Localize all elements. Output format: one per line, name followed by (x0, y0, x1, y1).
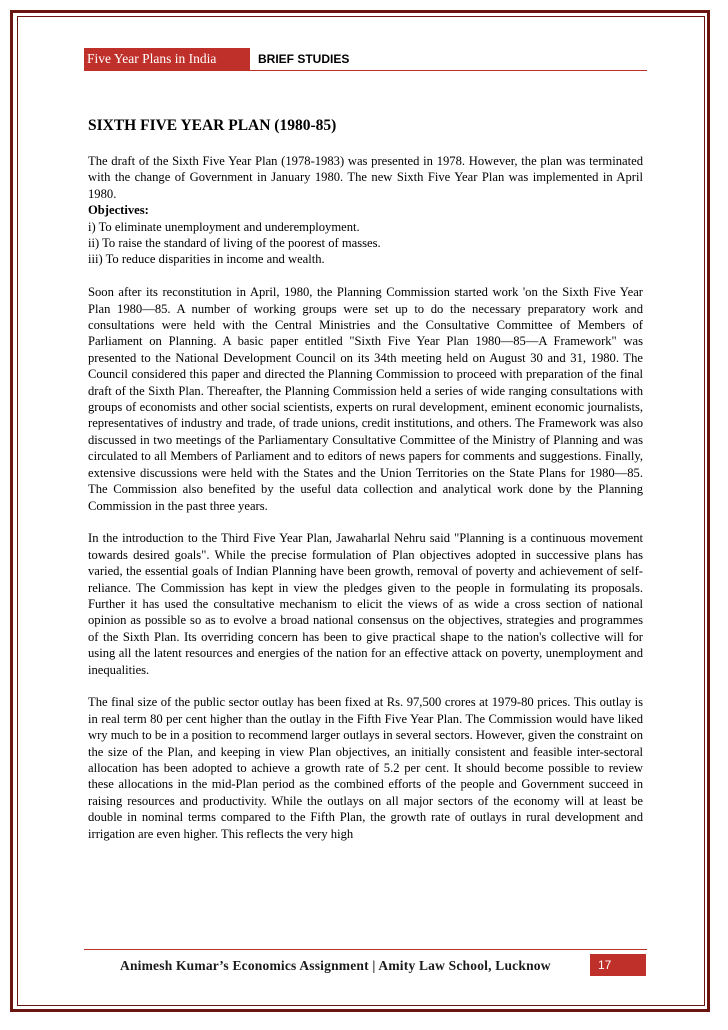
section-heading: SIXTH FIVE YEAR PLAN (1980-85) (88, 117, 337, 134)
intro-paragraph: The draft of the Sixth Five Year Plan (1978-1983) was presented in 1978. However, the plan was terminated with the change of Government in January 1980. The new Sixth Five Year Plan was implemented in April 1980. (88, 154, 643, 201)
page-number: 17 (590, 954, 646, 976)
footer-text: Animesh Kumar’s Economics Assignment | Amity Law School, Lucknow (120, 958, 551, 973)
paragraph-nehru-introduction: In the introduction to the Third Five Year Plan, Jawaharlal Nehru said "Planning is a continuous movement towards desired goals". While the precise formulation of Plan objectives adopted in successive plans has varied, the essential goals of Indian Planning have been growth, removal of poverty and achievement of self-reliance. The Commission has kept in view the pledges given to the people in formulating its proposals. Further it has used the consultative mechanism to elicit the views of as wide a cross section of national opinion as possible so as to evolve a broad national consensus on the objectives, strategies and programmes of the Sixth Plan. Its overriding concern has been to give practical shape to the nation's collective will for using all the latent resources and energies of the nation for an effective attack on poverty, unemployment and inequalities. (88, 531, 643, 677)
objective-item: ii) To raise the standard of living of the poorest of masses. (88, 236, 381, 251)
objective-item: i) To eliminate unemployment and underemployment. (88, 219, 360, 234)
document-body (88, 116, 643, 858)
paragraph-public-outlay: The final size of the public sector outlay has been fixed at Rs. 97,500 crores at 1979-80 prices. This outlay is in real term 80 per cent higher than the outlay in the Fifth Five Year Plan. The Commission would have liked wry much to be in a position to recommend larger outlays in several sectors. However, given the constraint on the size of the Plan, and keeping in view Plan objectives, an initially consistent and feasible inter-sectoral allocation has been adopted to achieve a growth rate of 5.2 per cent. It should become possible to review these allocations in the mid-Plan period as the combined efforts of the people and Government succeed in raising resources and productivity. While the outlays on all major sectors of the economy will at least be double in nominal terms compared to the Fifth Plan, the growth rate of outlays in rural development and irrigation are even higher. This reflects the very high (88, 695, 643, 841)
header-title: Five Year Plans in India (84, 48, 250, 70)
page-header (84, 48, 647, 71)
header-rule (84, 70, 647, 71)
objectives-label: Objectives: (88, 203, 149, 218)
header-subtitle: BRIEF STUDIES (258, 52, 350, 66)
paragraph-planning-commission: Soon after its reconstitution in April, 1980, the Planning Commission started work 'on the Sixth Five Year Plan 1980—85. A number of working groups were set up to do the necessary preparatory work and consultations were held with the Central Ministries and the Consultative Committee of Members of Parliament on Planning. A basic paper entitled "Sixth Five Year Plan 1980—85—A Framework" was presented to the National Development Council on its 34th meeting held on August 30 and 31, 1980. The Council considered this paper and directed the Planning Commission to proceed with preparation of the final draft of the Sixth Plan. Thereafter, the Planning Commission held a series of wide ranging consultations with groups of economists and other social scientists, experts on rural development, eminent economic journalists, representatives of industry and trade, of trade unions, credit institutions, and others. The Framework was also discussed in two meetings of the Parliamentary Consultative Committee of the Ministry of Planning and was circulated to all Members of Parliament and to editors of news papers for comments and suggestions. Finally, extensive discussions were held with the States and the Union Territories on the State Plans for 1980—85. The Commission also benefited by the useful data collection and analytical work done by the Planning Commission in the past three years. (88, 285, 643, 513)
intro-block (88, 153, 643, 268)
objective-item: iii) To reduce disparities in income and wealth. (88, 252, 325, 267)
footer-rule (84, 949, 647, 950)
